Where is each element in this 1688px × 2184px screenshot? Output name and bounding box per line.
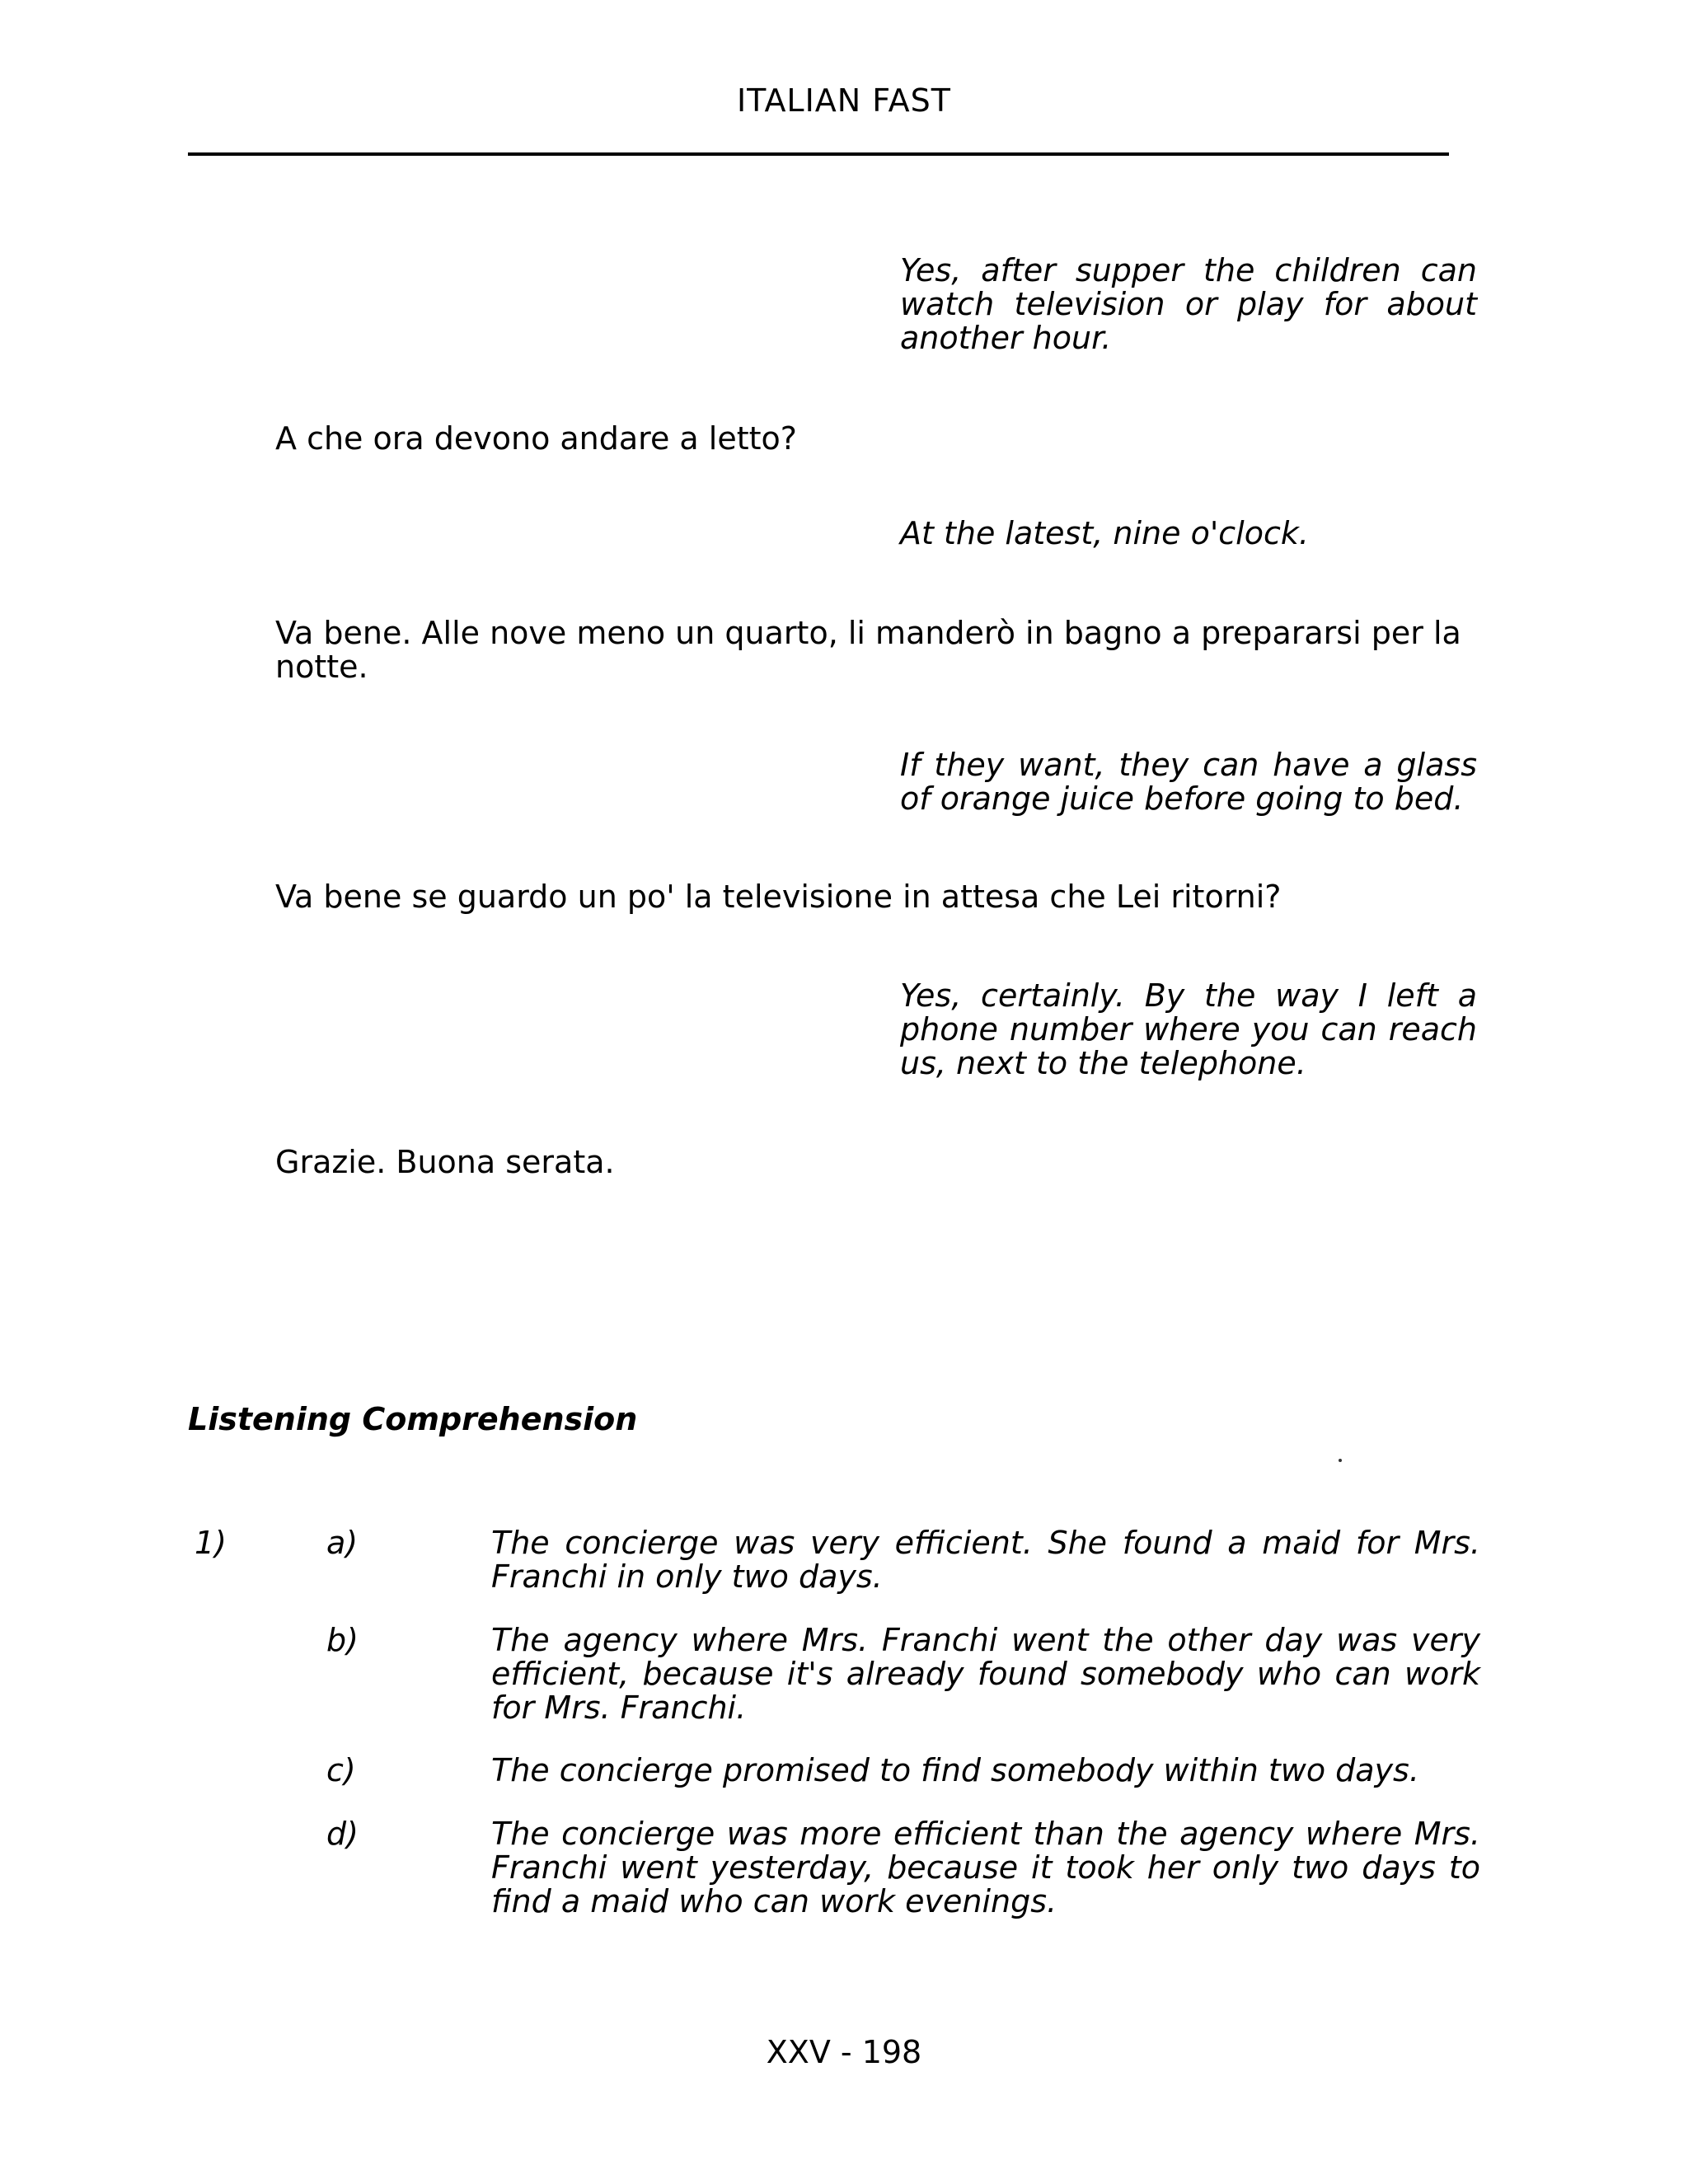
option-letter: c) — [326, 1752, 356, 1788]
option-letter: d) — [326, 1816, 359, 1852]
option-letter: b) — [326, 1622, 359, 1658]
page-header-title: ITALIAN FAST — [736, 82, 952, 119]
option-text: The concierge was more efficient than the agency where Mrs. Franchi went yesterday, because it took her only two days to find a maid who can work evenings. — [491, 1816, 1480, 1919]
option-text: The agency where Mrs. Franchi went the other day was very efficient, because it's already found somebody who can work for Mrs. Franchi. — [491, 1622, 1480, 1726]
dialogue-english-line: If they want, they can have a glass of orange juice before going to bed. — [900, 747, 1477, 817]
dialogue-italian-line: Va bene se guardo un po' la televisione in attesa che Lei ritorni? — [275, 879, 1282, 915]
header-rule — [188, 152, 1449, 156]
dialogue-english-line: At the latest, nine o'clock. — [900, 515, 1309, 551]
stray-mark — [1339, 1459, 1342, 1462]
page-number: XXV - 198 — [766, 2034, 922, 2070]
dialogue-english-line: Yes, after supper the children can watch television or play for about another hour. — [900, 252, 1477, 356]
dialogue-english-line: Yes, certainly. By the way I left a phone number where you can reach us, next to the telephone. — [900, 977, 1477, 1081]
question-number: 1) — [195, 1525, 227, 1561]
option-letter: a) — [326, 1525, 359, 1561]
dialogue-italian-line: A che ora devono andare a letto? — [275, 420, 797, 457]
option-text: The concierge was very efficient. She found a maid for Mrs. Franchi in only two days. — [491, 1525, 1480, 1595]
option-text: The concierge promised to find somebody within two days. — [491, 1752, 1419, 1788]
dialogue-italian-line: Va bene. Alle nove meno un quarto, li manderò in bagno a prepararsi per la notte. — [275, 615, 1461, 685]
dialogue-italian-line: Grazie. Buona serata. — [275, 1144, 615, 1180]
section-title: Listening Comprehension — [188, 1401, 638, 1437]
